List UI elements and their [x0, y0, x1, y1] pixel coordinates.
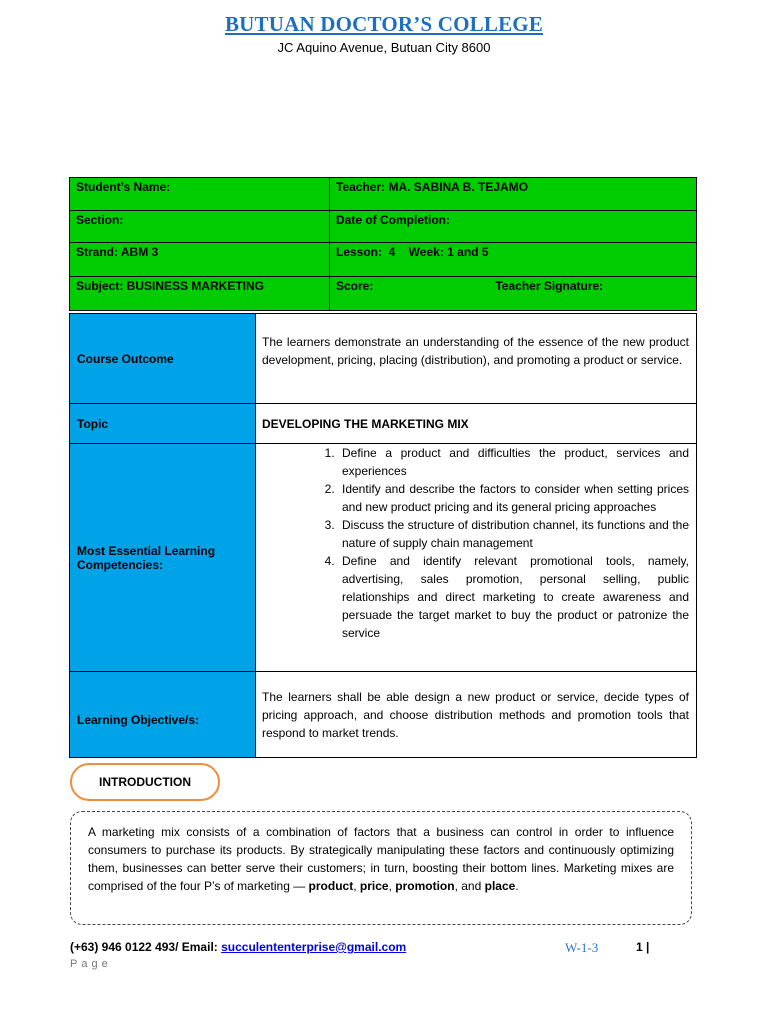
section-cell: Section: [70, 211, 330, 243]
competency-list [262, 444, 689, 642]
strand-cell: Strand: ABM 3 [70, 243, 330, 277]
learning-objective-text: The learners shall be able design a new product or service, decide types of pricing approach, and choose distribution methods and promotion tools that respond to market trends. [256, 672, 697, 758]
competency-item: 1. Define a product and difficulties the product, services and experiences [338, 444, 689, 480]
contact-phone: (+63) 946 0122 493/ Email: [70, 940, 222, 954]
score-label: Score: [336, 279, 374, 293]
date-of-completion-cell: Date of Completion: [330, 211, 697, 243]
teacher-cell: Teacher: MA. SABINA B. TEJAMO [330, 178, 697, 211]
melc-cell [256, 444, 697, 672]
sentence-end: . [515, 879, 519, 893]
melc-label: Most Essential Learning Competencies: [70, 444, 256, 672]
lesson-cell: Lesson: 4 Week: 1 and 5 [330, 243, 697, 277]
page-number: 1 | [636, 940, 650, 954]
course-outcome-text: The learners demonstrate an understanding of the essence of the new product development, pricing, placing (distribution), and promoting a product or service. [256, 314, 697, 404]
topic-label: Topic [70, 404, 256, 444]
footer-contact [70, 940, 406, 954]
separator: , and [454, 879, 485, 893]
competency-item: 4. Define and identify relevant promotional tools, namely, advertising, sales promotion, personal selling, public relationships and direct marketing to create awareness and persuade the target market to buy the product or patronize the service [338, 552, 689, 642]
separator: , [353, 879, 360, 893]
term-price: price [359, 879, 389, 893]
separator: , [388, 879, 396, 893]
page-label: Page [70, 958, 112, 970]
course-outcome-label: Course Outcome [70, 314, 256, 404]
score-cell [330, 277, 697, 311]
topic-text: DEVELOPING THE MARKETING MIX [256, 404, 697, 444]
introduction-text: A marketing mix consists of a combination of factors that a business can control in order to influence consumers to purchase its products. By strategically manipulating these factors and continuously optimizing them, businesses can better serve their customers; in turn, boosting their bottom lines. Marketing mixes are comprised of the four P’s of marketing — [88, 825, 674, 893]
email-link[interactable]: succulententerprise@gmail.com [221, 940, 407, 954]
competency-item: 2. Identify and describe the factors to consider when setting prices and new product pricing and its general pricing approaches [338, 480, 689, 516]
competency-item: 3. Discuss the structure of distribution channel, its functions and the nature of supply chain management [338, 516, 689, 552]
introduction-heading: INTRODUCTION [70, 763, 220, 801]
college-name: BUTUAN DOCTOR’S COLLEGE [224, 12, 544, 36]
term-product: product [308, 879, 354, 893]
teacher-signature-label: Teacher Signature: [495, 279, 604, 293]
term-place: place [484, 879, 516, 893]
subject-cell: Subject: BUSINESS MARKETING [70, 277, 330, 311]
learning-objective-label: Learning Objective/s: [70, 672, 256, 758]
term-promotion: promotion [395, 879, 455, 893]
course-details-table [69, 313, 697, 758]
student-name-cell: Student’s Name: [70, 178, 330, 211]
college-address: JC Aquino Avenue, Butuan City 8600 [277, 40, 491, 55]
student-info-table [69, 177, 697, 311]
document-code: W-1-3 [565, 940, 599, 955]
introduction-box [70, 811, 692, 925]
